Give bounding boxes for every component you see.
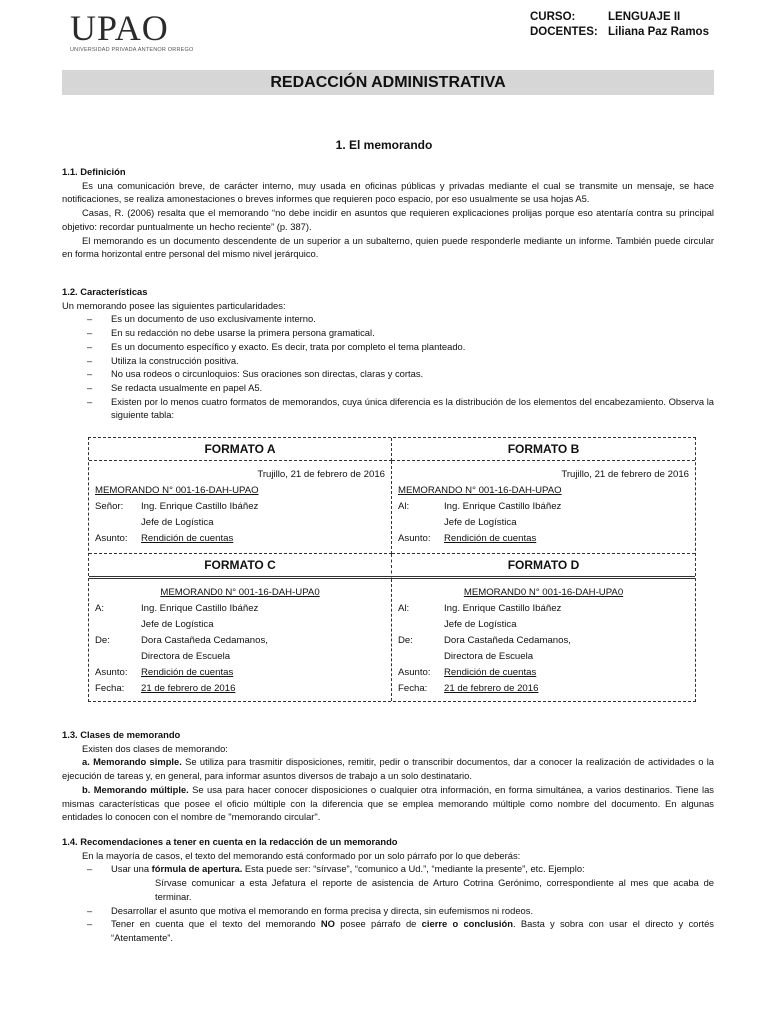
characteristics-heading: 1.2. Características	[62, 286, 148, 297]
example-text: Sírvase comunicar a esta Jefatura el reporte de asistencia de Arturo Cotrina Gerónimo, correspondiente al mes que acaba de terminar.	[155, 877, 714, 902]
simple-text: Se utiliza para trasmitir disposiciones, remitir, pedir o transcribir documentos, dar a conocer la realización de actividades o la ejecución de tareas y, en general, para informar asuntos diversos de trabajo a un solo destinatario.	[62, 756, 714, 782]
item-bold: fórmula de apertura.	[151, 863, 243, 875]
item-text: posee párrafo de	[334, 918, 422, 930]
format-a-subject-label: Asunto:	[95, 533, 128, 544]
format-c-from-role: Directora de Escuela	[141, 651, 231, 662]
definition-paragraph-2: Casas, R. (2006) resalta que el memorando “no debe incidir en asuntos que requieren explicaciones prolijas porque eso atentaría contra su principal objetivo: recordar puntualmente un hecho reciente” (p. 387).	[62, 207, 714, 232]
format-c-cell	[89, 579, 392, 701]
course-label: CURSO:	[530, 11, 576, 23]
format-c-header: FORMATO C	[89, 554, 392, 579]
teachers-label: DOCENTES:	[530, 26, 598, 38]
list-item: – No usa rodeos o circunloquios: Sus oraciones son directas, claras y cortas.	[62, 367, 714, 381]
format-a-date: Trujillo, 21 de febrero de 2016	[257, 469, 385, 480]
item-bold: NO	[320, 918, 335, 930]
item-text: Usar una	[111, 863, 152, 875]
logo-wordmark: UPAO	[70, 8, 169, 48]
format-b-cell	[392, 461, 695, 554]
list-item: – En su redacción no debe usarse la primera persona gramatical.	[62, 326, 714, 340]
section-classes	[62, 728, 714, 824]
multiple-text: Se usa para hacer conocer disposiciones o cualquier otra información, en forma simultánea, a varios destinarios. Tiene las mismas características que posee el oficio múltiple con la diferencia que se emplea memorando múltiple como nombre del documento. En algunas entidades lo conocen con el nombre de "memorando circular".	[62, 783, 714, 823]
definition-paragraph-1: Es una comunicación breve, de carácter interno, muy usada en oficinas públicas y privadas mediante el cual se transmite un mensaje, se hace notificaciones, se realiza amonestaciones o breves informes que requieren poco espacio, por eso usualmente se usa hojas A5.	[62, 179, 714, 205]
characteristics-list	[62, 312, 714, 422]
list-item: – Se redacta usualmente en papel A5.	[62, 381, 714, 395]
format-b-subject-label: Asunto:	[398, 533, 431, 544]
format-d-subject-label: Asunto:	[398, 667, 431, 678]
classes-simple	[62, 755, 714, 782]
list-item: – Es un documento de uso exclusivamente interno.	[62, 312, 714, 326]
format-a-cell	[89, 461, 392, 554]
format-d-from-role: Directora de Escuela	[444, 651, 534, 662]
item-text: Tener en cuenta que el texto del memorando	[111, 918, 321, 930]
format-b-header: FORMATO B	[392, 438, 695, 461]
course-info	[530, 10, 709, 40]
characteristics-intro: Un memorando posee las siguientes particularidades:	[62, 299, 286, 311]
list-item	[62, 917, 714, 944]
recommendations-heading: 1.4. Recomendaciones a tener en cuenta en la redacción de un memorando	[62, 836, 398, 847]
format-c-to-value: Ing. Enrique Castillo Ibáñez	[141, 603, 259, 614]
format-a-to-label: Señor:	[95, 501, 124, 512]
university-logo	[70, 8, 194, 53]
format-d-from-label: De:	[398, 635, 413, 646]
format-b-to-role: Jefe de Logística	[444, 517, 517, 528]
format-d-to-role: Jefe de Logística	[444, 619, 517, 630]
recommendations-intro: En la mayoría de casos, el texto del memorando está conformado por un solo párrafo por lo que deberás:	[82, 849, 521, 861]
format-d-to-value: Ing. Enrique Castillo Ibáñez	[444, 603, 562, 614]
format-b-date: Trujillo, 21 de febrero de 2016	[561, 469, 689, 480]
definition-heading: 1.1. Definición	[62, 166, 126, 177]
section-recommendations	[62, 835, 714, 945]
format-d-to-label: Al:	[398, 603, 410, 614]
format-c-to-label: A:	[95, 603, 105, 614]
logo-subtitle: UNIVERSIDAD PRIVADA ANTENOR ORREGO	[70, 47, 194, 53]
recommendations-list	[62, 862, 714, 944]
section-definition	[62, 165, 714, 261]
simple-label: a. Memorando simple.	[82, 756, 182, 768]
section-characteristics	[62, 285, 714, 422]
format-d-date-label: Fecha:	[398, 683, 428, 694]
format-b-subject-value: Rendición de cuentas	[444, 533, 537, 544]
format-d-date-value: 21 de febrero de 2016	[444, 683, 539, 694]
classes-intro: Existen dos clases de memorando:	[82, 742, 228, 754]
format-b-to-value: Ing. Enrique Castillo Ibáñez	[444, 501, 562, 512]
list-item	[62, 862, 714, 903]
classes-heading: 1.3. Clases de memorando	[62, 729, 181, 740]
format-a-subject-value: Rendición de cuentas	[141, 533, 234, 544]
format-d-header: FORMATO D	[392, 554, 695, 579]
format-b-memo: MEMORANDO N° 001-16-DAH-UPAO	[398, 485, 562, 496]
multiple-label: b. Memorando múltiple.	[82, 783, 189, 795]
course-value: LENGUAJE II	[608, 11, 681, 23]
format-c-subject-label: Asunto:	[95, 667, 128, 678]
list-item: – Desarrollar el asunto que motiva el memorando en forma precisa y directa, sin eufemismos ni rodeos.	[62, 904, 714, 918]
format-c-date-value: 21 de febrero de 2016	[141, 683, 236, 694]
format-d-subject-value: Rendición de cuentas	[444, 667, 537, 678]
list-item: – Utiliza la construcción positiva.	[62, 354, 714, 368]
format-c-memo: MEMORAND0 N° 001-16-DAH-UPA0	[160, 587, 320, 598]
format-a-memo: MEMORANDO N° 001-16-DAH-UPAO	[95, 485, 259, 496]
formats-table	[88, 437, 696, 702]
format-b-to-label: Al:	[398, 501, 410, 512]
document-title: REDACCIÓN ADMINISTRATIVA	[62, 70, 714, 95]
format-d-cell	[392, 579, 695, 701]
format-a-header: FORMATO A	[89, 438, 392, 461]
item-text: . Basta y sobra con usar el directo y cortés “Atentamente”.	[111, 918, 714, 943]
list-item: – Es un documento específico y exacto. Es decir, trata por completo el tema planteado.	[62, 340, 714, 354]
format-a-to-value: Ing. Enrique Castillo Ibáñez	[141, 501, 259, 512]
format-c-date-label: Fecha:	[95, 683, 125, 694]
format-d-memo: MEMORAND0 N° 001-16-DAH-UPA0	[463, 587, 624, 598]
definition-paragraph-3: El memorando es un documento descendente de un superior a un subalterno, quien puede responderle mediante un informe. También puede circular en forma horizontal entre personal del mismo nivel jerárquico.	[62, 234, 714, 260]
item-bold: cierre o conclusión	[421, 918, 513, 930]
teachers-value: Liliana Paz Ramos	[608, 26, 709, 38]
format-d-from-value: Dora Castañeda Cedamanos,	[444, 635, 571, 646]
classes-multiple	[62, 783, 714, 824]
section-title: 1. El memorando	[335, 138, 433, 152]
format-c-from-label: De:	[95, 635, 110, 646]
format-c-subject-value: Rendición de cuentas	[141, 667, 234, 678]
format-c-to-role: Jefe de Logística	[141, 619, 214, 630]
item-text: Esta puede ser: “sírvase”, “comunico a Ud.”, “mediante la presente”, etc. Ejemplo:	[242, 863, 585, 875]
list-item: – Existen por lo menos cuatro formatos de memorandos, cuya única diferencia es la distribución de los elementos del encabezamiento. Observa la siguiente tabla:	[62, 395, 714, 422]
format-a-to-role: Jefe de Logística	[141, 517, 214, 528]
format-c-from-value: Dora Castañeda Cedamanos,	[141, 635, 268, 646]
